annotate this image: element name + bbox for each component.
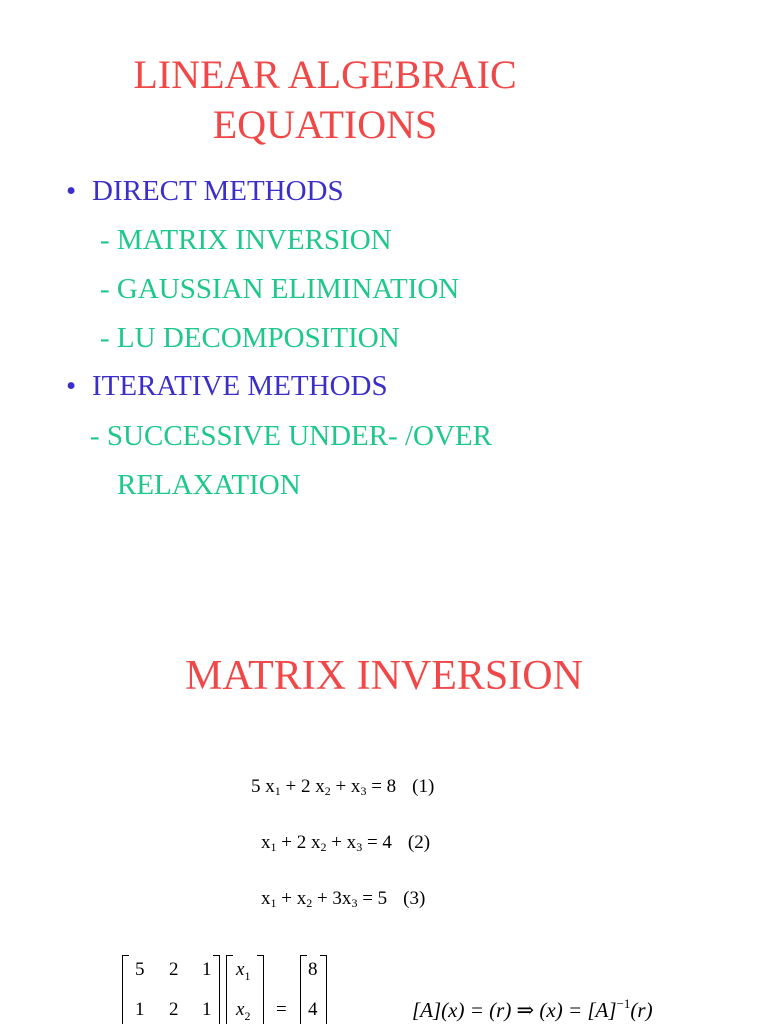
matrix-a-left-bracket — [122, 955, 129, 1024]
vector-r-cell: 8 — [308, 959, 318, 980]
matrix-a-right-bracket — [213, 955, 220, 1024]
bullet-text: DIRECT METHODS — [92, 175, 344, 207]
matrix-a-cell: 1 — [202, 959, 212, 980]
equation-3: $x_1 + x_2 + 3x_3 = 5$ (3) — [261, 888, 426, 910]
bullet-glyph: • — [66, 370, 77, 402]
equals-sign: = — [276, 999, 287, 1020]
title-line-2: EQUATIONS — [212, 102, 438, 147]
vector-x-right-bracket — [257, 955, 264, 1024]
equation-1: 5 $x_1 + 2$ $x_2 + x_3 = 8$ (1) — [251, 776, 435, 798]
bullet-direct-methods — [66, 175, 344, 208]
slide-title — [0, 50, 650, 150]
matrix-a-cell: 1 — [202, 999, 212, 1020]
matrix-a-cell: 5 — [135, 959, 145, 980]
bullet-glyph: • — [66, 175, 77, 207]
equation-number: (3) — [403, 888, 426, 909]
vector-r-left-bracket — [300, 955, 307, 1024]
sub-successive-line-1: - SUCCESSIVE UNDER- /OVER — [90, 420, 492, 452]
equation-number: (1) — [412, 776, 435, 797]
bullet-iterative-methods — [66, 370, 388, 403]
matrix-inversion-title: MATRIX INVERSION — [185, 653, 583, 699]
matrix-a-cell: 1 — [135, 999, 145, 1020]
bullet-text: ITERATIVE METHODS — [92, 370, 388, 402]
matrix-a-cell: 2 — [169, 959, 179, 980]
sub-gaussian-elimination: - GAUSSIAN ELIMINATION — [100, 273, 460, 305]
vector-x-cell: $x_2$ — [236, 999, 251, 1023]
matrix-a-cell: 2 — [169, 999, 179, 1020]
inverse-formula: [A](x) = (r) ⇒ $(x) = [A]^{-1}(r)$ — [412, 996, 653, 1022]
vector-x-left-bracket — [226, 955, 233, 1024]
sub-lu-decomposition: - LU DECOMPOSITION — [100, 322, 400, 354]
sub-successive-line-2: RELAXATION — [117, 469, 301, 501]
equation-number: (2) — [407, 832, 431, 853]
sub-matrix-inversion: - MATRIX INVERSION — [100, 224, 392, 256]
vector-r-cell: 4 — [308, 999, 318, 1020]
vector-r-right-bracket — [320, 955, 327, 1024]
vector-x-cell: $x_1$ — [236, 959, 251, 983]
title-line-1: LINEAR ALGEBRAIC — [133, 52, 517, 97]
equation-2: $x_1 + 2$ $x_2 + x_3 = 4$ (2) — [261, 832, 431, 854]
